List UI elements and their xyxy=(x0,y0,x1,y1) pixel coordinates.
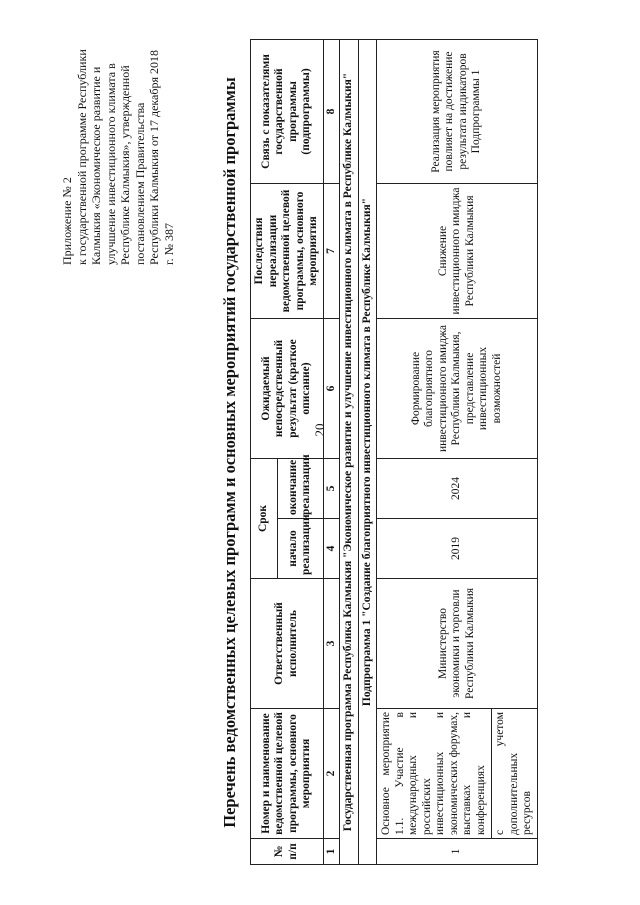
program-row xyxy=(340,39,359,864)
table-row xyxy=(377,39,492,864)
annex-line: Калмыкия «Экономическое развитие и xyxy=(89,66,103,265)
page-number: 20 xyxy=(312,423,327,437)
annex-line: постановлением Правительства xyxy=(132,102,147,265)
annex-line: к государственной программе Республики xyxy=(74,49,89,265)
annex-line: Республики Калмыкия от 17 декабря 2018 xyxy=(147,49,161,265)
measures-table xyxy=(250,39,538,865)
row-name: Основное мероприятие 1.1. Участие в международных и российских инвестиционных и экономических форумах, выставках и конференциях xyxy=(377,709,492,839)
annex-line: улучшение инвестиционного климата в xyxy=(103,63,118,265)
program-title: Государственная программа Республика Калмыкия "Экономическое развитие и улучшение инвестиционного климата в Республике Калмыкия" xyxy=(340,39,359,864)
row-expected: Формирование благоприятного инвестиционного имиджа Республики Калмыкия, представление инвестиционных возможностей xyxy=(377,318,538,458)
column-numbers-row xyxy=(323,39,340,864)
header-start: начало реализации xyxy=(277,519,323,579)
col-number: 4 xyxy=(323,519,340,579)
col-number: 2 xyxy=(323,709,340,839)
row-consequences: Снижение инвестиционного имиджа Республики Калмыкия xyxy=(377,183,538,318)
col-number: 1 xyxy=(323,839,340,865)
header-executor: Ответственный исполнитель xyxy=(251,579,324,709)
row-start: 2019 xyxy=(377,519,538,579)
header-expected: Ожидаемый непосредственный результат (краткое описание) xyxy=(251,318,324,458)
annex-line: Приложение № 2 xyxy=(60,177,74,265)
header-term: Срок xyxy=(251,458,278,578)
col-number: 8 xyxy=(323,39,340,183)
annex-note xyxy=(60,20,176,265)
col-number: 3 xyxy=(323,579,340,709)
header-link: Связь с показателями государственной программы (подпрограммы) xyxy=(251,39,324,183)
col-number: 7 xyxy=(323,183,340,318)
col-number: 5 xyxy=(323,458,340,518)
header-consequences: Последствия нереализации ведомственной целевой программы, основного мероприятия xyxy=(251,183,324,318)
header-no: № п/п xyxy=(251,839,324,865)
annex-line: Республике Калмыкия», утвержденной xyxy=(118,65,132,265)
col-number: 6 xyxy=(323,318,340,458)
subprogram-title: Подпрограмма 1 "Создание благоприятного инвестиционного климата в Республике Калмыкия" xyxy=(358,39,377,864)
row-no: 1 xyxy=(377,839,538,865)
annex-line: г. № 387 xyxy=(161,222,176,265)
document-title: Перечень ведомственных целевых программ и основных мероприятий государственной программы xyxy=(220,77,239,828)
row-name-note: с учетом дополнительных ресурсов xyxy=(492,709,538,839)
header-end: окончание реализации xyxy=(277,458,323,518)
row-executor: Министерство экономики и торговли Республики Калмыкия xyxy=(377,579,538,709)
row-link: Реализация мероприятия повлияет на достижение результата индикаторов Подпрограммы 1 xyxy=(377,39,538,183)
subprogram-row xyxy=(358,39,377,864)
row-end: 2024 xyxy=(377,458,538,518)
header-name: Номер и наименование ведомственной целевой программы, основного мероприятия xyxy=(251,709,324,839)
